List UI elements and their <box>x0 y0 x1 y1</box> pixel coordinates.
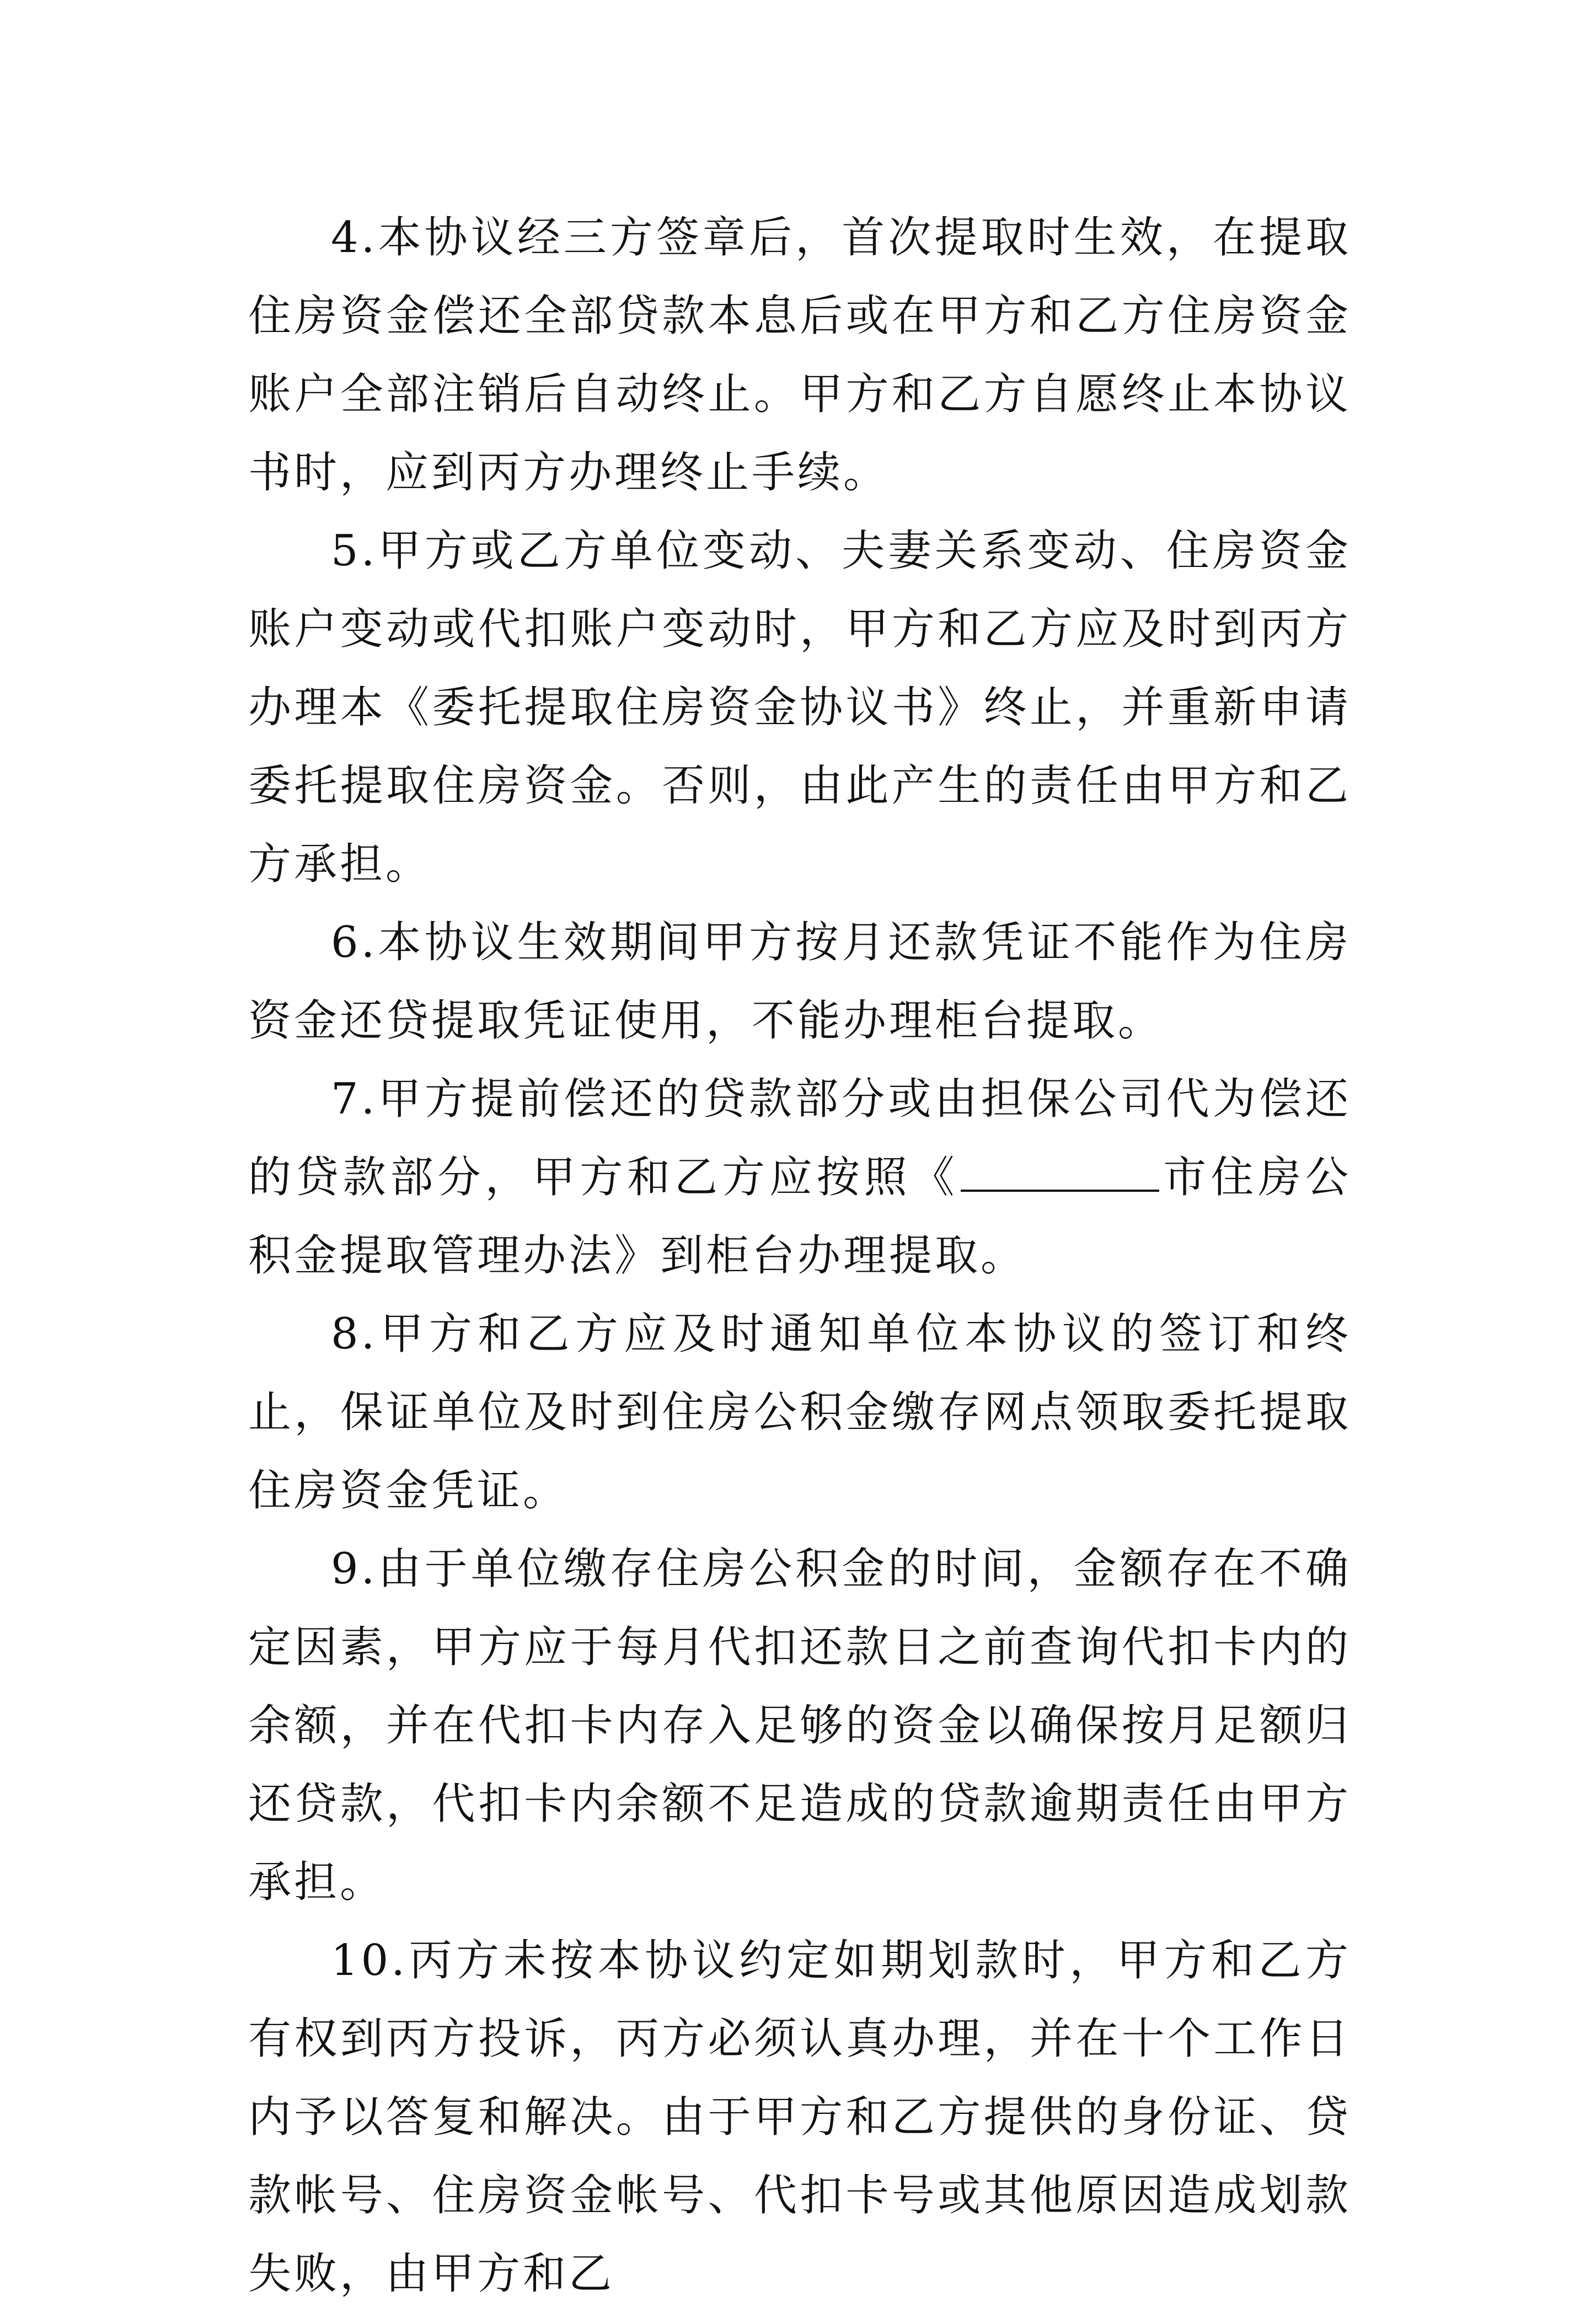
clause-text: 本协议生效期间甲方按月还款凭证不能作为住房资金还贷提取凭证使用，不能办理柜台提取。 <box>248 918 1351 1046</box>
clause-7 <box>248 1060 1351 1295</box>
clause-text-before-blank: 甲方提前偿还的贷款部分或由担保公司代为偿还的贷款部分，甲方和乙方应按照《 <box>248 1074 1351 1202</box>
clause-9 <box>248 1530 1351 1921</box>
clause-10 <box>248 1921 1351 2313</box>
clause-8 <box>248 1295 1351 1530</box>
clause-6 <box>248 903 1351 1060</box>
clause-number: 6. <box>331 918 378 967</box>
document-body <box>248 199 1351 2313</box>
clause-text: 本协议经三方签章后，首次提取时生效，在提取住房资金偿还全部贷款本息后或在甲方和乙方住房资金账户全部注销后自动终止。甲方和乙方自愿终止本协议书时，应到丙方办理终止手续。 <box>248 213 1351 497</box>
clause-number: 4. <box>331 213 378 263</box>
clause-number: 10. <box>331 1936 408 1985</box>
clause-text: 甲方和乙方应及时通知单位本协议的签订和终止，保证单位及时到住房公积金缴存网点领取委托提取住房资金凭证。 <box>248 1309 1351 1516</box>
clause-text: 由于单位缴存住房公积金的时间，金额存在不确定因素，甲方应于每月代扣还款日之前查询代扣卡内的余额，并在代扣卡内存入足够的资金以确保按月足额归还贷款，代扣卡内余额不足造成的贷款逾期责任由甲方承担。 <box>248 1544 1351 1907</box>
clause-number: 9. <box>331 1544 378 1594</box>
clause-text-after-blank: 市住房公积金提取管理办法》到柜台办理提取。 <box>248 1153 1351 1281</box>
clause-5 <box>248 512 1351 903</box>
clause-number: 7. <box>331 1074 378 1124</box>
city-name-blank <box>961 1151 1159 1192</box>
clause-number: 8. <box>331 1309 378 1359</box>
clause-text: 丙方未按本协议约定如期划款时，甲方和乙方有权到丙方投诉，丙方必须认真办理，并在十个工作日内予以答复和解决。由于甲方和乙方提供的身份证、贷款帐号、住房资金帐号、代扣卡号或其他原因造成划款失败，由甲方和乙 <box>248 1936 1351 2299</box>
clause-number: 5. <box>331 526 378 576</box>
clause-4 <box>248 199 1351 512</box>
clause-text: 甲方或乙方单位变动、夫妻关系变动、住房资金账户变动或代扣账户变动时，甲方和乙方应及时到丙方办理本《委托提取住房资金协议书》终止，并重新申请委托提取住房资金。否则，由此产生的责任由甲方和乙方承担。 <box>248 526 1351 889</box>
